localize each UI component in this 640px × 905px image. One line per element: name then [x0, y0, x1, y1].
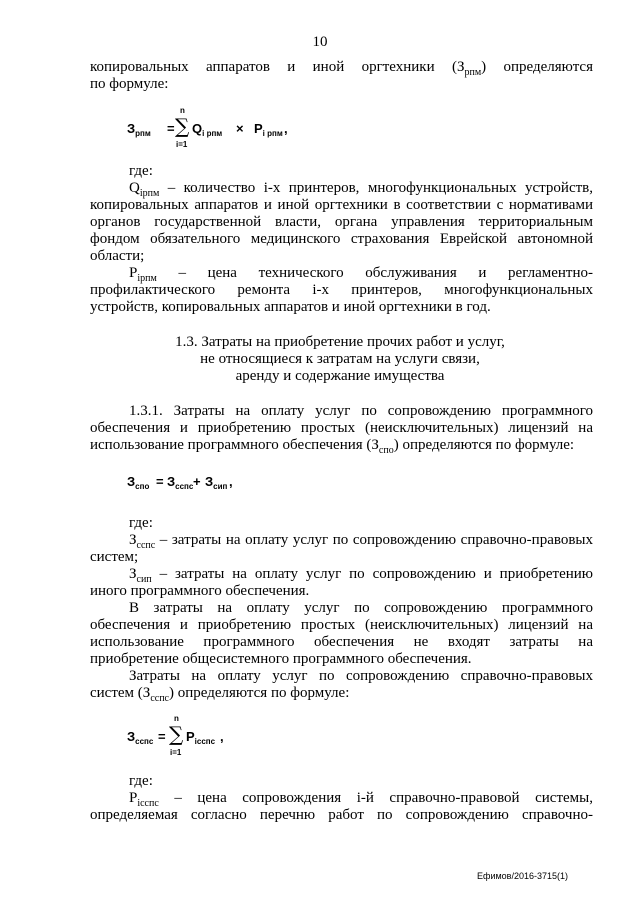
text-line: устройств, копировальных аппаратов и иной оргтехники в год.: [90, 299, 491, 315]
formula-operator: +: [193, 474, 201, 489]
text-line: систем $(З_{сспс})$ определяются по формуле:: [90, 685, 350, 704]
text-line: использование программного обеспечения $(З_{спо})$ определяются по формуле:: [90, 437, 575, 456]
text-line: обеспечения и приобретению простых (неисключительных) лицензий на: [90, 617, 593, 633]
text-line: где:: [129, 515, 153, 531]
text-line: где:: [129, 773, 153, 789]
document-footer-code: Ефимов/2016-3715(1): [477, 871, 568, 881]
text-line: $P_{iрпм}$ – цена технического обслуживания и регламентно-: [129, 265, 593, 284]
text-line: фондом обязательного медицинского страхования Еврейской автономной: [90, 231, 593, 247]
formula-symbol: $P_{iсспс}$: [186, 729, 216, 746]
formula-operator: =: [158, 729, 166, 744]
text-line: где:: [129, 163, 153, 179]
formula-symbol: $З_{сип}$: [205, 474, 228, 491]
formula-operator: =: [156, 474, 164, 489]
text-line: $P_{iсспс}$ – цена сопровождения i-й справочно-правовой системы,: [129, 790, 593, 809]
formula-punct: ,: [229, 474, 233, 489]
formula-symbol: $З_{сспс}$: [127, 729, 154, 746]
section-heading: 1.3. Затраты на приобретение прочих работ и услуг,: [175, 334, 505, 350]
text-line: органов государственной власти, органа управления территориальным: [90, 214, 593, 230]
text-line: профилактического ремонта i-х принтеров, многофункциональных: [90, 282, 593, 298]
text-line: приобретение общесистемного программного обеспечения.: [90, 651, 472, 667]
sum-sign: ∑: [175, 114, 190, 138]
text-line: $З_{сспс}$ – затраты на оплату услуг по сопровождению справочно-правовых: [129, 532, 593, 551]
formula-symbol: $З_{сспс}$: [167, 474, 194, 491]
formula-punct: ,: [284, 121, 288, 136]
formula-symbol: $З_{рпм}$: [127, 121, 151, 138]
text-line: области;: [90, 248, 145, 264]
text-line: иного программного обеспечения.: [90, 583, 310, 599]
formula-symbol: $Q_{i рпм}$: [192, 121, 223, 138]
text-line: копировальных аппаратов и иной оргтехники $(З_{рпм})$ определяются: [90, 59, 593, 78]
sum-lower-limit: i=1: [170, 748, 182, 757]
formula-symbol: $З_{спо}$: [127, 474, 150, 491]
sum-sign: ∑: [169, 722, 184, 746]
text-line: $З_{сип}$ – затраты на оплату услуг по сопровождению и приобретению: [129, 566, 593, 585]
sum-lower-limit: i=1: [176, 140, 188, 149]
text-line: по формуле:: [90, 76, 169, 92]
text-line: $Q_{iрпм}$ – количество i-х принтеров, многофункциональных устройств,: [129, 180, 593, 199]
sum-upper-limit: n: [180, 106, 185, 115]
text-line: 1.3.1. Затраты на оплату услуг по сопровождению программного: [129, 403, 593, 419]
text-line: В затраты на оплату услуг по сопровождению программного: [129, 600, 593, 616]
formula-operator: =: [167, 121, 175, 136]
text-line: определяемая согласно перечню работ по сопровождению справочно-: [90, 807, 593, 823]
text-line: систем;: [90, 549, 139, 565]
page-number: 10: [312, 34, 328, 50]
section-heading: не относящиеся к затратам на услуги связи,: [200, 351, 480, 367]
text-line: копировальных аппаратов и иной оргтехники в соответствии с нормативами: [90, 197, 593, 213]
text-line: Затраты на оплату услуг по сопровождению справочно-правовых: [129, 668, 593, 684]
text-line: использование программного обеспечения не входят затраты на: [90, 634, 593, 650]
sum-upper-limit: n: [174, 714, 179, 723]
formula-punct: ,: [220, 729, 224, 744]
text-line: обеспечения и приобретению простых (неисключительных) лицензий на: [90, 420, 593, 436]
formula-operator: ×: [236, 121, 244, 136]
formula-symbol: $P_{i рпм}$: [254, 121, 283, 138]
section-heading: аренду и содержание имущества: [235, 368, 445, 384]
